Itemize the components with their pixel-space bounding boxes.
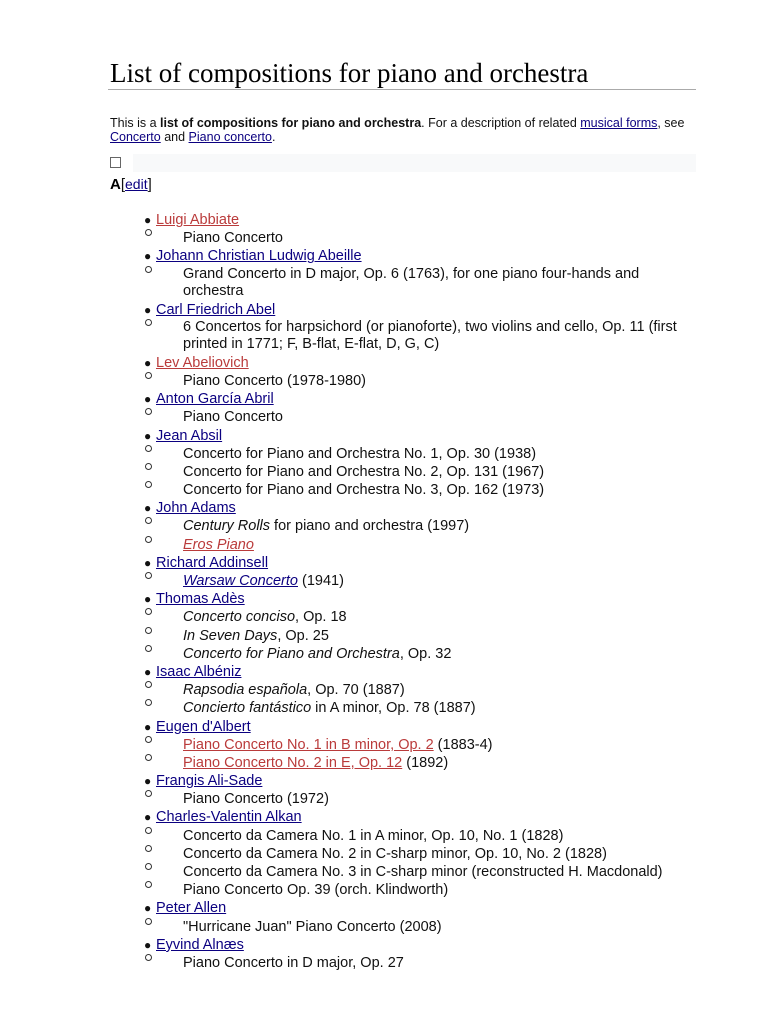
intro-text: . For a description of related bbox=[421, 116, 581, 130]
work-item bbox=[110, 517, 710, 535]
composer-item bbox=[110, 899, 710, 917]
disc-bullet: ● bbox=[144, 428, 152, 443]
work-item bbox=[110, 372, 710, 390]
work-text bbox=[183, 918, 703, 936]
circle-bullet bbox=[145, 699, 152, 706]
work-text bbox=[183, 627, 703, 645]
composer-link[interactable]: Peter Allen bbox=[156, 900, 227, 917]
work-text bbox=[183, 754, 703, 772]
work-text bbox=[183, 372, 703, 390]
work-title: Concerto for Piano and Orchestra No. 1, Op. 30 (1938) bbox=[183, 445, 537, 462]
circle-bullet bbox=[145, 754, 152, 761]
intro-paragraph bbox=[110, 116, 696, 144]
work-item bbox=[110, 266, 710, 301]
work-detail: , Op. 32 bbox=[399, 645, 452, 662]
disc-bullet: ● bbox=[144, 355, 152, 370]
section-heading-a bbox=[110, 176, 152, 193]
composer-link[interactable]: Luigi Abbiate bbox=[156, 212, 240, 228]
work-item bbox=[110, 790, 710, 808]
work-title: Piano Concerto (1972) bbox=[183, 791, 329, 808]
disc-bullet: ● bbox=[144, 937, 152, 952]
work-title-italic: In Seven Days bbox=[183, 627, 278, 644]
work-item bbox=[110, 954, 710, 972]
work-detail: , Op. 18 bbox=[295, 609, 347, 626]
composer-item bbox=[110, 772, 710, 790]
circle-bullet bbox=[145, 481, 152, 488]
work-text bbox=[183, 863, 703, 881]
work-title: Concerto da Camera No. 1 in A minor, Op. 10, No. 1 (1828) bbox=[183, 827, 564, 844]
circle-bullet bbox=[145, 572, 152, 579]
work-item bbox=[110, 463, 710, 481]
work-text bbox=[183, 790, 703, 808]
circle-bullet bbox=[145, 372, 152, 379]
circle-bullet bbox=[145, 445, 152, 452]
composer-link[interactable]: Frangis Ali-Sade bbox=[156, 773, 263, 790]
circle-bullet bbox=[145, 627, 152, 634]
work-title-italic: Concerto for Piano and Orchestra bbox=[183, 645, 400, 662]
edit-bracket: ] bbox=[147, 176, 152, 193]
work-title-italic: Century Rolls bbox=[183, 518, 271, 535]
work-link[interactable]: Warsaw Concerto bbox=[183, 573, 298, 589]
circle-bullet bbox=[145, 229, 152, 236]
work-detail: in A minor, Op. 78 (1887) bbox=[311, 700, 476, 717]
work-item bbox=[110, 572, 710, 590]
work-text bbox=[183, 408, 703, 426]
disc-bullet: ● bbox=[144, 901, 152, 916]
disc-bullet: ● bbox=[144, 302, 152, 317]
toc-toggle-checkbox[interactable] bbox=[110, 157, 121, 168]
work-item bbox=[110, 881, 710, 899]
work-text bbox=[183, 827, 703, 845]
intro-bold: list of compositions for piano and orchestra bbox=[160, 116, 422, 130]
work-title: Concerto da Camera No. 3 in C-sharp minor (reconstructed H. Macdonald) bbox=[183, 864, 663, 880]
circle-bullet bbox=[145, 736, 152, 743]
work-text bbox=[183, 645, 703, 663]
work-text bbox=[183, 517, 703, 535]
concerto-link[interactable]: Concerto bbox=[110, 130, 161, 144]
composer-item bbox=[110, 936, 710, 954]
work-title: Piano Concerto bbox=[183, 230, 283, 247]
composer-item bbox=[110, 301, 710, 319]
composer-item bbox=[110, 427, 710, 445]
work-detail: (1883-4) bbox=[433, 736, 493, 753]
toc-bar bbox=[133, 154, 696, 172]
composer-link[interactable]: Isaac Albéniz bbox=[156, 663, 242, 680]
work-item bbox=[110, 229, 710, 247]
intro-text: . bbox=[271, 130, 276, 144]
work-item bbox=[110, 319, 710, 354]
intro-text: This is a bbox=[110, 116, 161, 130]
composer-item bbox=[110, 211, 710, 229]
work-text bbox=[183, 954, 703, 972]
work-item bbox=[110, 627, 710, 645]
work-title: Piano Concerto (1978-1980) bbox=[183, 372, 366, 389]
work-text bbox=[183, 572, 703, 590]
work-detail: (1941) bbox=[297, 573, 344, 589]
circle-bullet bbox=[145, 918, 152, 925]
work-text bbox=[183, 481, 703, 499]
disc-bullet: ● bbox=[144, 392, 152, 407]
circle-bullet bbox=[145, 954, 152, 961]
work-detail: (1892) bbox=[402, 754, 449, 771]
composer-item bbox=[110, 354, 710, 372]
work-text bbox=[183, 536, 703, 554]
musical-forms-link[interactable]: musical forms bbox=[580, 116, 658, 130]
work-item bbox=[110, 645, 710, 663]
composer-item bbox=[110, 808, 710, 826]
disc-bullet: ● bbox=[144, 501, 152, 516]
work-title: Concerto da Camera No. 2 in C-sharp minor, Op. 10, No. 2 (1828) bbox=[183, 845, 607, 862]
circle-bullet bbox=[145, 266, 152, 273]
work-text bbox=[183, 445, 703, 463]
work-link[interactable]: Eros Piano bbox=[183, 536, 254, 553]
work-item bbox=[110, 754, 710, 772]
work-detail: , Op. 25 bbox=[277, 627, 329, 644]
composer-link[interactable]: Johann Christian Ludwig Abeille bbox=[156, 248, 362, 265]
intro-text: , see bbox=[657, 116, 685, 130]
work-title-italic: Concerto conciso bbox=[183, 609, 296, 626]
edit-link[interactable]: edit bbox=[125, 176, 148, 192]
work-text bbox=[183, 881, 703, 899]
work-item bbox=[110, 536, 710, 554]
work-title-italic: Concierto fantástico bbox=[183, 700, 312, 717]
edit-bracket: [ bbox=[120, 176, 126, 193]
disc-bullet: ● bbox=[144, 664, 152, 679]
work-title: Grand Concerto in D major, Op. 6 (1763), for one piano four-hands and orchestra bbox=[183, 265, 640, 300]
composer-item bbox=[110, 663, 710, 681]
circle-bullet bbox=[145, 463, 152, 470]
title-rule bbox=[108, 89, 696, 90]
work-text bbox=[183, 463, 703, 481]
composer-link[interactable]: Eyvind Alnæs bbox=[156, 936, 244, 953]
work-item bbox=[110, 481, 710, 499]
work-item bbox=[110, 827, 710, 845]
disc-bullet: ● bbox=[144, 774, 152, 789]
composer-link[interactable]: Charles-Valentin Alkan bbox=[156, 809, 302, 826]
composer-item bbox=[110, 390, 710, 408]
work-text bbox=[183, 681, 703, 699]
composer-link[interactable]: Richard Addinsell bbox=[156, 554, 269, 571]
work-link[interactable]: Piano Concerto No. 1 in B minor, Op. 2 bbox=[183, 736, 434, 753]
work-title: Piano Concerto in D major, Op. 27 bbox=[183, 954, 404, 971]
work-item bbox=[110, 699, 710, 717]
composer-item bbox=[110, 247, 710, 265]
circle-bullet bbox=[145, 645, 152, 652]
composer-link[interactable]: Anton García Abril bbox=[156, 391, 274, 408]
composer-link[interactable]: John Adams bbox=[156, 500, 236, 517]
circle-bullet bbox=[145, 608, 152, 615]
work-text bbox=[183, 845, 703, 863]
disc-bullet: ● bbox=[144, 213, 152, 227]
work-item bbox=[110, 736, 710, 754]
work-text bbox=[183, 229, 703, 247]
circle-bullet bbox=[145, 681, 152, 688]
circle-bullet bbox=[145, 408, 152, 415]
disc-bullet: ● bbox=[144, 592, 152, 607]
table-of-contents bbox=[110, 154, 696, 172]
composer-link[interactable]: Thomas Adès bbox=[156, 591, 245, 608]
disc-bullet: ● bbox=[144, 555, 152, 570]
circle-bullet bbox=[145, 863, 152, 870]
work-item bbox=[110, 863, 710, 881]
work-text bbox=[183, 319, 703, 354]
composer-link[interactable]: Eugen d'Albert bbox=[156, 718, 251, 735]
circle-bullet bbox=[145, 319, 152, 326]
composer-link[interactable]: Jean Absil bbox=[156, 427, 223, 444]
circle-bullet bbox=[145, 827, 152, 834]
work-item bbox=[110, 681, 710, 699]
work-detail: , Op. 70 (1887) bbox=[307, 682, 405, 699]
composer-item bbox=[110, 718, 710, 736]
composer-item bbox=[110, 554, 710, 572]
work-item bbox=[110, 408, 710, 426]
composer-item bbox=[110, 590, 710, 608]
composer-list bbox=[110, 211, 710, 972]
work-item bbox=[110, 608, 710, 626]
work-item bbox=[110, 845, 710, 863]
work-link[interactable]: Piano Concerto No. 2 in E, Op. 12 bbox=[183, 754, 403, 771]
composer-link[interactable]: Carl Friedrich Abel bbox=[156, 301, 276, 318]
work-title: Concerto for Piano and Orchestra No. 3, Op. 162 (1973) bbox=[183, 482, 545, 499]
circle-bullet bbox=[145, 845, 152, 852]
work-text bbox=[183, 699, 703, 717]
circle-bullet bbox=[145, 536, 152, 543]
work-item bbox=[110, 445, 710, 463]
circle-bullet bbox=[145, 790, 152, 797]
piano-concerto-link[interactable]: Piano concerto bbox=[188, 130, 272, 144]
page-title: List of compositions for piano and orchestra bbox=[110, 58, 589, 88]
composer-item bbox=[110, 499, 710, 517]
work-title: Piano Concerto bbox=[183, 409, 283, 426]
circle-bullet bbox=[145, 517, 152, 524]
disc-bullet: ● bbox=[144, 810, 152, 825]
work-title: 6 Concertos for harpsichord (or pianoforte), two violins and cello, Op. 11 (first printed in 1771; F, B-flat, E-flat, D, G, C) bbox=[183, 318, 677, 353]
work-title: "Hurricane Juan" Piano Concerto (2008) bbox=[183, 918, 442, 935]
intro-text: and bbox=[160, 130, 189, 144]
section-letter: A bbox=[110, 176, 121, 193]
work-title: Piano Concerto Op. 39 (orch. Klindworth) bbox=[183, 882, 449, 899]
circle-bullet bbox=[145, 881, 152, 888]
work-detail: for piano and orchestra (1997) bbox=[270, 518, 470, 535]
disc-bullet: ● bbox=[144, 719, 152, 734]
disc-bullet: ● bbox=[144, 249, 152, 264]
work-text bbox=[183, 736, 703, 754]
work-text bbox=[183, 266, 703, 301]
work-title-italic: Rapsodia española bbox=[183, 682, 308, 699]
work-text bbox=[183, 608, 703, 626]
work-title: Concerto for Piano and Orchestra No. 2, Op. 131 (1967) bbox=[183, 463, 545, 480]
work-item bbox=[110, 918, 710, 936]
composer-link[interactable]: Lev Abeliovich bbox=[156, 354, 249, 371]
